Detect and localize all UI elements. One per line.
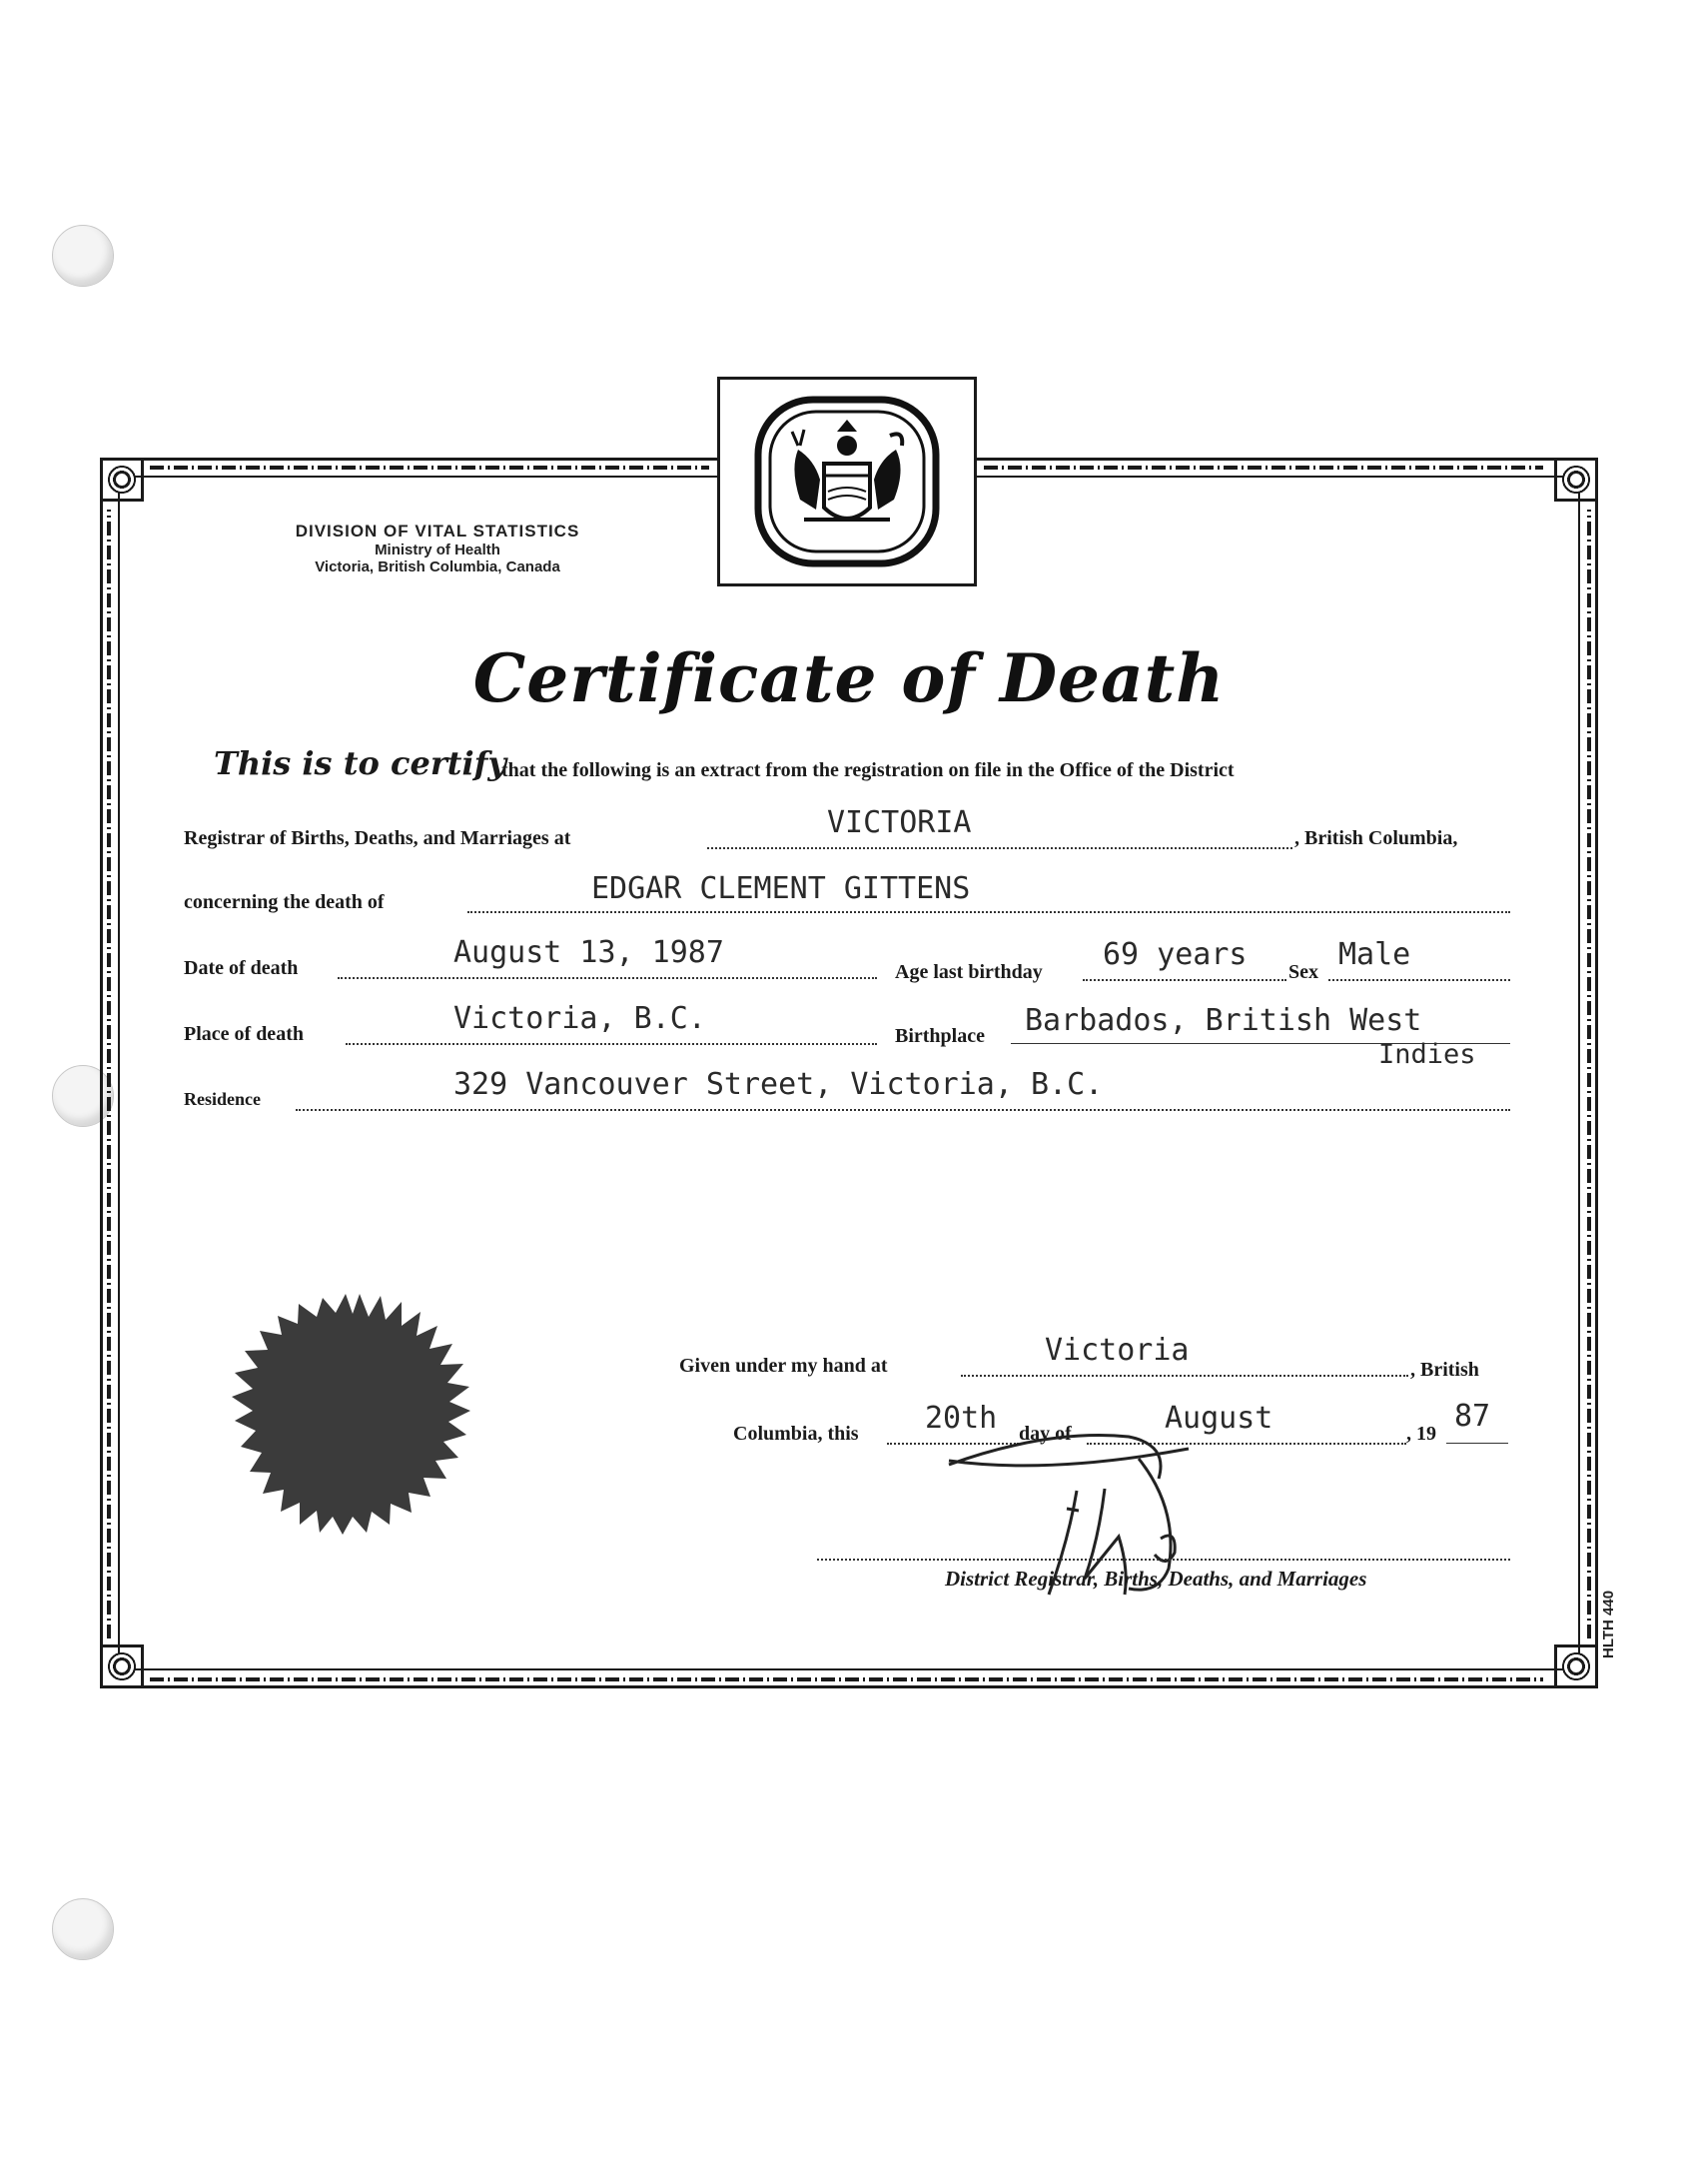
concerning-label: concerning the death of [184,891,385,913]
day-of-label: day of [1019,1423,1072,1445]
age-label: Age last birthday [895,961,1043,983]
binder-hole-bottom [52,1898,114,1960]
place-of-death: Victoria, B.C. [453,1001,706,1036]
signature-line [817,1559,1510,1561]
residence-line [296,1109,1510,1111]
sex-line [1328,979,1510,981]
british-columbia-label: , British Columbia, [1294,827,1458,849]
agency-ministry: Ministry of Health [375,542,500,558]
border-corner-ornament [100,1644,144,1688]
coat-of-arms-icon [720,380,974,583]
border-corner-ornament [1554,1644,1598,1688]
year-prefix: , 19 [1406,1423,1436,1445]
columbia-this-label: Columbia, this [733,1423,859,1445]
embossed-seal-icon [205,1289,514,1609]
certify-text: that the following is an extract from the registration on file in the Office of the District [501,759,1235,781]
age-last-birthday: 69 years [1103,937,1248,972]
coat-of-arms-box [717,377,977,586]
border-band-bottom [150,1677,1543,1681]
agency-division: DIVISION OF VITAL STATISTICS [295,522,580,541]
birthplace-line1: Barbados, British West [1025,1003,1422,1038]
year-line [1446,1443,1508,1444]
residence-label: Residence [184,1089,261,1109]
sex-value: Male [1338,937,1411,972]
issuing-agency [228,522,647,575]
given-label: Given under my hand at [679,1355,888,1377]
border-band-right [1587,510,1591,1638]
border-band-left [107,510,111,1638]
given-place-line [961,1375,1408,1377]
date-of-death-label: Date of death [184,957,299,979]
agency-location: Victoria, British Columbia, Canada [315,558,560,575]
binder-hole-top [52,225,114,287]
registrar-label: Registrar of Births, Deaths, and Marriages at [184,827,571,849]
registrar-location-line [707,847,1292,849]
certify-lead: This is to certify [214,744,506,782]
certificate-title: Certificate of Death [472,639,1226,717]
border-band-top-right [984,466,1543,470]
name-line [467,911,1510,913]
date-of-death-line [338,977,877,979]
residence: 329 Vancouver Street, Victoria, B.C. [453,1067,1104,1102]
given-day: 20th [925,1401,998,1436]
place-of-death-label: Place of death [184,1023,304,1045]
registrar-location: VICTORIA [827,805,972,840]
border-band-top-left [150,466,709,470]
sex-label: Sex [1288,961,1318,983]
deceased-name: EDGAR CLEMENT GITTENS [591,871,971,906]
signature-title: District Registrar, Births, Deaths, and Marriages [945,1567,1367,1591]
form-code: HLTH 440 [1600,1590,1617,1658]
place-of-death-line [346,1043,877,1045]
border-corner-ornament [1554,458,1598,502]
date-of-death: August 13, 1987 [453,935,724,970]
given-month: August [1165,1401,1273,1436]
given-place: Victoria [1045,1333,1190,1368]
age-line [1083,979,1286,981]
given-tail: , British [1410,1359,1479,1381]
given-year: 87 [1454,1399,1491,1434]
birthplace-line2: Indies [1378,1039,1476,1070]
birthplace-label: Birthplace [895,1025,985,1047]
border-corner-ornament [100,458,144,502]
